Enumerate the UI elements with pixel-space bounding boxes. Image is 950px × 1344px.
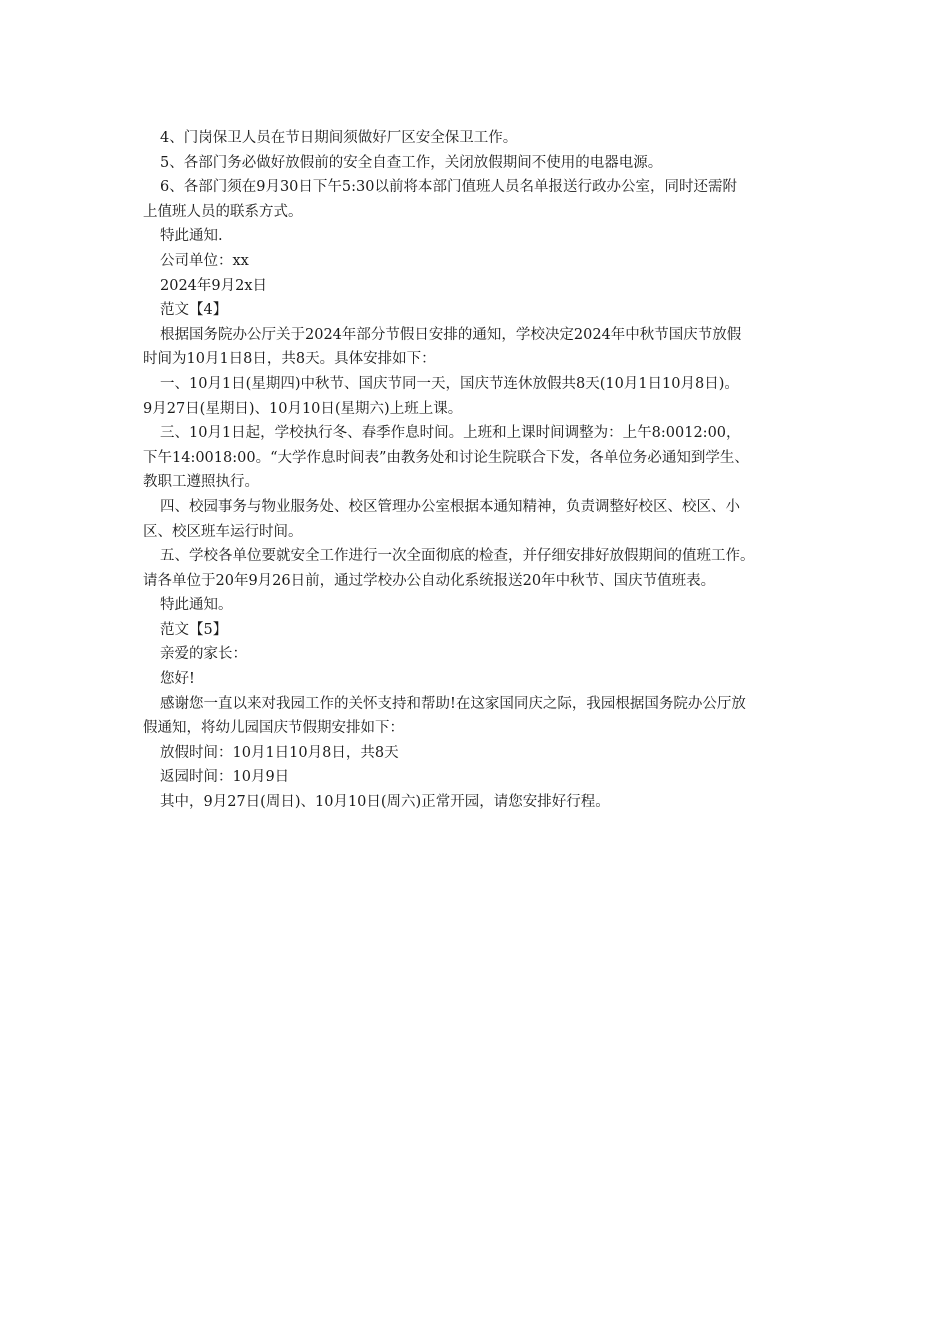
text-line: 请各单位于20年9月26日前，通过学校办公自动化系统报送20年中秋节、国庆节值班表。 — [143, 572, 716, 589]
text-line: 假通知，将幼儿园国庆节假期安排如下： — [143, 720, 404, 737]
section-heading: 范文【5】 — [160, 621, 228, 638]
text-line: 特此通知. — [160, 228, 223, 245]
text-line: 五、学校各单位要就安全工作进行一次全面彻底的检查，并仔细安排好放假期间的值班工作。 — [160, 548, 755, 565]
text-line: 5、各部门务必做好放假前的安全自查工作，关闭放假期间不使用的电器电源。 — [160, 154, 663, 171]
text-line: 上值班人员的联系方式。 — [143, 203, 303, 220]
text-line: 其中，9月27日(周日)、10月10日(周六)正常开园，请您安排好行程。 — [160, 794, 610, 811]
text-line: 根据国务院办公厅关于2024年部分节假日安排的通知，学校决定2024年中秋节国庆节放假 — [160, 326, 742, 343]
text-line: 亲爱的家长： — [160, 646, 247, 663]
text-line: 返园时间：10月9日 — [160, 769, 290, 786]
text-line: 教职工遵照执行。 — [143, 474, 259, 491]
document-body — [143, 126, 815, 815]
text-line: 下午14:0018:00。“大学作息时间表”由教务处和讨论生院联合下发，各单位务必通知到学生、 — [143, 449, 749, 466]
text-line: 四、校园事务与物业服务处、校区管理办公室根据本通知精神，负责调整好校区、校区、小 — [160, 498, 740, 515]
section-heading: 范文【4】 — [160, 302, 228, 319]
text-line: 特此通知。 — [160, 597, 233, 614]
text-line: 6、各部门须在9月30日下午5:30以前将本部门值班人员名单报送行政办公室，同时还需附 — [160, 179, 737, 196]
text-line: 放假时间：10月1日10月8日，共8天 — [160, 744, 399, 761]
text-line: 时间为10月1日8日，共8天。具体安排如下： — [143, 351, 436, 368]
text-line: 三、10月1日起，学校执行冬、春季作息时间。上班和上课时间调整为：上午8:0012:00， — [160, 425, 741, 442]
text-line: 2024年9月2x日 — [160, 277, 268, 294]
text-line: 4、门岗保卫人员在节日期间须做好厂区安全保卫工作。 — [160, 130, 518, 146]
text-line: 您好! — [160, 671, 195, 688]
text-line: 一、10月1日(星期四)中秋节、国庆节同一天，国庆节连休放假共8天(10月1日10月8日)。 — [160, 375, 739, 392]
text-line: 感谢您一直以来对我园工作的关怀支持和帮助!在这家国同庆之际，我园根据国务院办公厅放 — [160, 695, 746, 712]
text-line: 9月27日(星期日)、10月10日(星期六)上班上课。 — [143, 400, 463, 417]
text-line: 区、校区班车运行时间。 — [143, 523, 303, 540]
text-line: 公司单位：xx — [160, 252, 249, 269]
